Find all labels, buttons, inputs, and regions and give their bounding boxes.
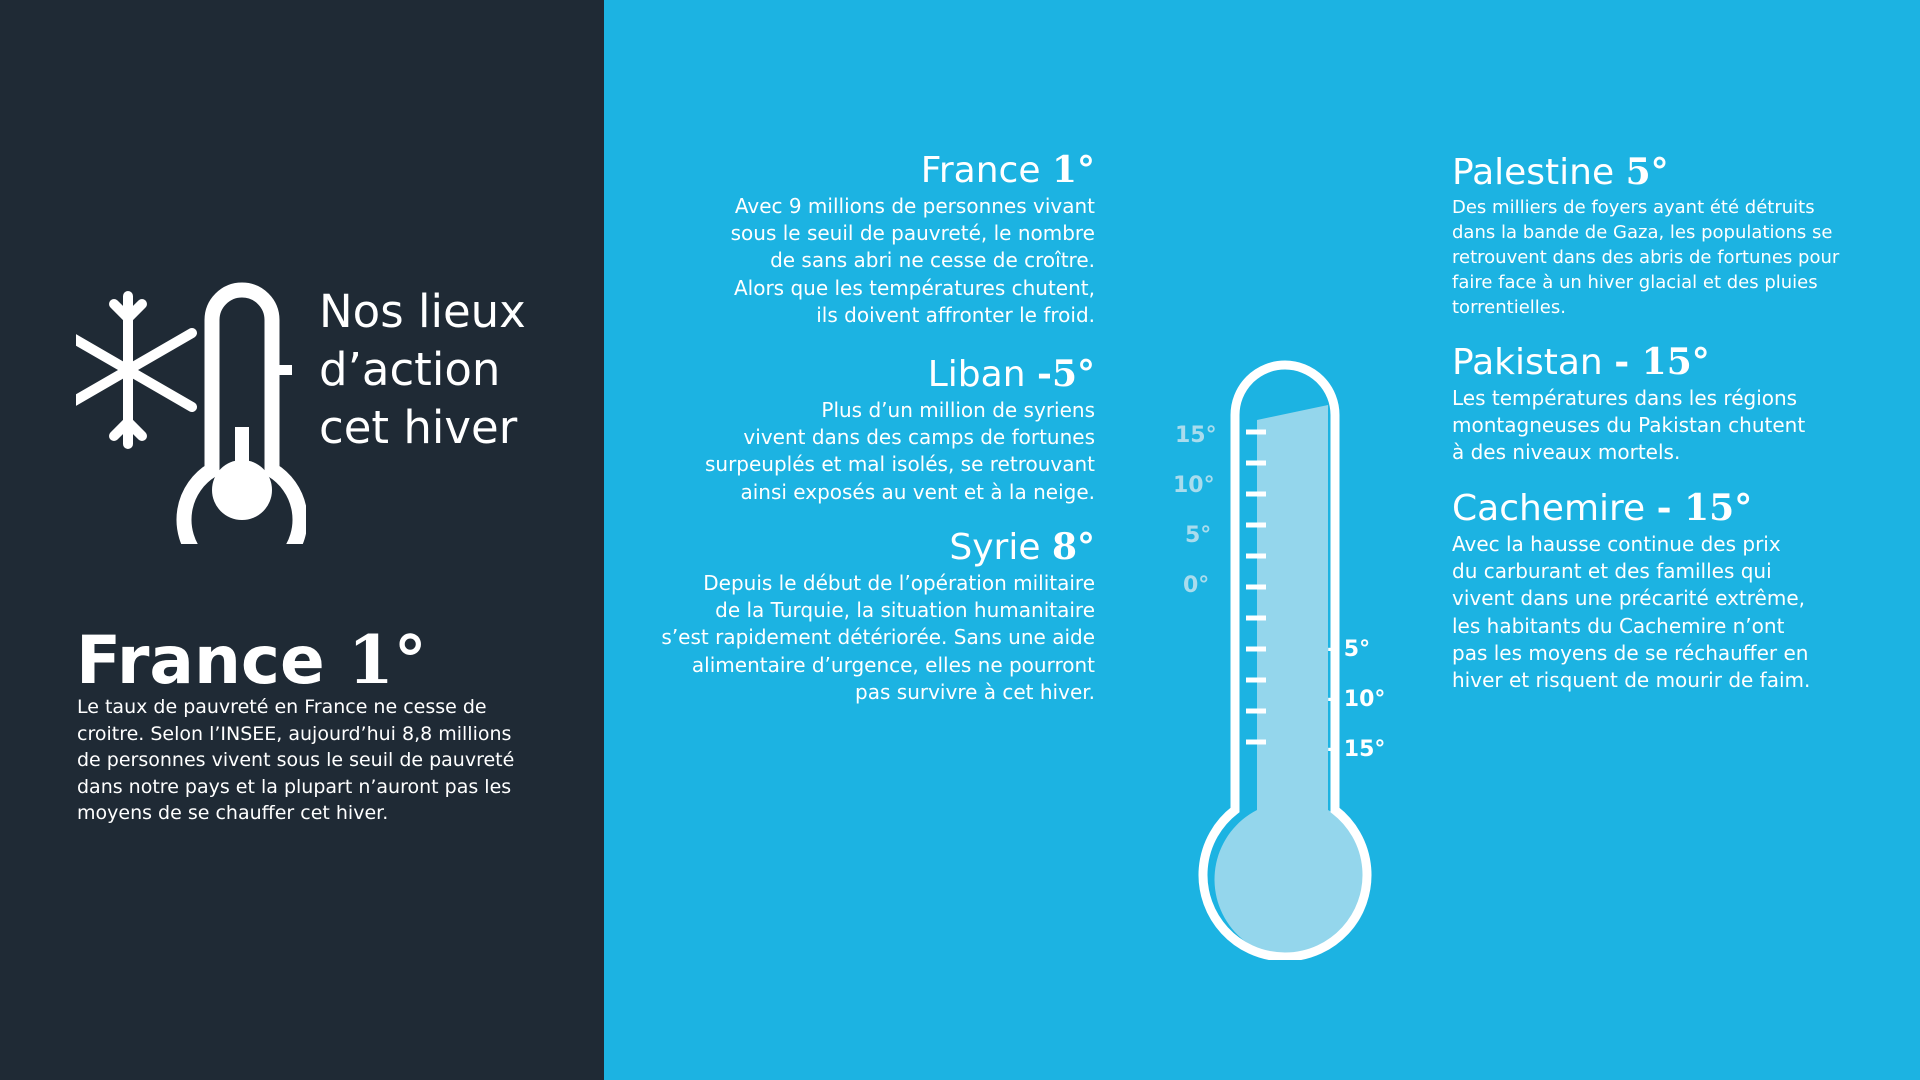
entry-line: Des milliers de foyers ayant été détruits	[1452, 197, 1815, 218]
entry-temp: 5°	[1625, 151, 1669, 193]
scale-label: 15°	[1175, 423, 1217, 448]
entry-line: Plus d’un million de syriens	[821, 398, 1095, 422]
entry-cachemire	[1452, 486, 1810, 694]
entry-line: alimentaire d’urgence, elles ne pourront	[691, 652, 1095, 677]
entry-line: du carburant et des familles qui	[1452, 559, 1772, 584]
entry-line: Depuis le début de l’opération militaire	[703, 571, 1095, 595]
entry-heading	[1452, 486, 1810, 531]
entry-line: retrouvent dans des abris de fortunes pour	[1452, 247, 1840, 268]
entry-line: Alors que les températures chutent,	[733, 275, 1095, 300]
entry-text	[705, 397, 1095, 506]
thermometer-bulb-icon	[212, 460, 272, 520]
entry-name: Liban	[927, 354, 1026, 395]
entry-name: France	[920, 150, 1041, 191]
entry-palestine	[1452, 150, 1839, 320]
scale-label: - 5°	[1327, 637, 1371, 662]
entry-name: Cachemire	[1452, 488, 1646, 529]
snowflake-icon	[76, 296, 192, 444]
entry-line: à des niveaux mortels.	[1452, 440, 1681, 465]
france-heading-name: France	[76, 622, 325, 699]
snowflake-thermometer-icon	[76, 282, 306, 548]
france-heading-temp: 1°	[347, 621, 427, 699]
entry-temp: 1°	[1051, 149, 1095, 191]
entry-line: les habitants du Cachemire n’ont	[1452, 613, 1785, 638]
entry-text	[1452, 195, 1839, 320]
entry-line: torrentielles.	[1452, 297, 1566, 318]
scale-label: 5°	[1185, 523, 1212, 548]
france-description: Le taux de pauvreté en France ne cesse de croitre. Selon l’INSEE, aujourd’hui 8,8 millions de personnes vivent sous le seuil de pauvreté dans notre pays et la plupart n’auront pas les moyens de se chauffer cet hiver.	[77, 696, 515, 824]
scale-label: - 15°	[1327, 737, 1386, 762]
entry-temp: 8°	[1051, 526, 1095, 568]
entry-temp: - 15°	[1614, 341, 1710, 383]
entry-france	[731, 148, 1095, 329]
entry-text	[661, 570, 1095, 706]
entry-line: sous le seuil de pauvreté, le nombre	[730, 221, 1095, 246]
entry-pakistan	[1452, 340, 1805, 467]
left-panel	[0, 0, 604, 1080]
entry-line: s’est rapidement détériorée. Sans une aide	[661, 625, 1095, 650]
entry-text	[1452, 385, 1805, 467]
entry-line: ils doivent affronter le froid.	[816, 302, 1095, 327]
entry-name: Palestine	[1452, 152, 1615, 193]
france-heading	[76, 620, 427, 701]
entry-line: vivent dans une précarité extrême,	[1452, 586, 1806, 611]
entry-line: dans la bande de Gaza, les populations se	[1452, 222, 1833, 243]
hero-title-line: cet hiver	[319, 401, 518, 454]
scale-label: - 10°	[1327, 687, 1386, 712]
entry-line: ainsi exposés au vent et à la neige.	[740, 479, 1095, 504]
entry-heading	[1452, 340, 1805, 385]
entry-line: faire face à un hiver glacial et des pluies	[1452, 272, 1818, 293]
entry-syrie	[661, 525, 1095, 706]
scale-label: 10°	[1173, 473, 1215, 498]
entry-line: Avec la hausse continue des prix	[1452, 532, 1781, 556]
entry-heading	[1452, 150, 1839, 195]
hero-title-line: Nos lieux	[319, 285, 526, 338]
scale-label: 0°	[1183, 573, 1210, 598]
entry-line: de la Turquie, la situation humanitaire	[715, 598, 1095, 623]
entry-text	[1452, 531, 1810, 694]
entry-line: Avec 9 millions de personnes vivant	[734, 194, 1095, 218]
entry-name: Syrie	[949, 527, 1041, 568]
entry-name: Pakistan	[1452, 342, 1603, 383]
entry-heading	[705, 352, 1095, 397]
entry-line: pas survivre à cet hiver.	[855, 679, 1095, 704]
entry-heading	[731, 148, 1095, 193]
entry-text	[731, 193, 1095, 329]
entry-line: de sans abri ne cesse de croître.	[770, 248, 1095, 273]
entry-line: vivent dans des camps de fortunes	[743, 425, 1095, 450]
entry-temp: -5°	[1037, 353, 1095, 395]
entry-line: pas les moyens de se réchauffer en	[1452, 640, 1809, 665]
entry-line: surpeuplés et mal isolés, se retrouvant	[704, 452, 1095, 477]
entry-line: hiver et risquent de mourir de faim.	[1452, 668, 1811, 693]
entry-heading	[661, 525, 1095, 570]
hero-title	[319, 283, 526, 457]
entry-liban	[705, 352, 1095, 506]
hero-title-line: d’action	[319, 343, 501, 396]
entry-line: montagneuses du Pakistan chutent	[1452, 413, 1806, 438]
entry-temp: - 15°	[1656, 487, 1753, 529]
entry-line: Les températures dans les régions	[1452, 386, 1798, 410]
